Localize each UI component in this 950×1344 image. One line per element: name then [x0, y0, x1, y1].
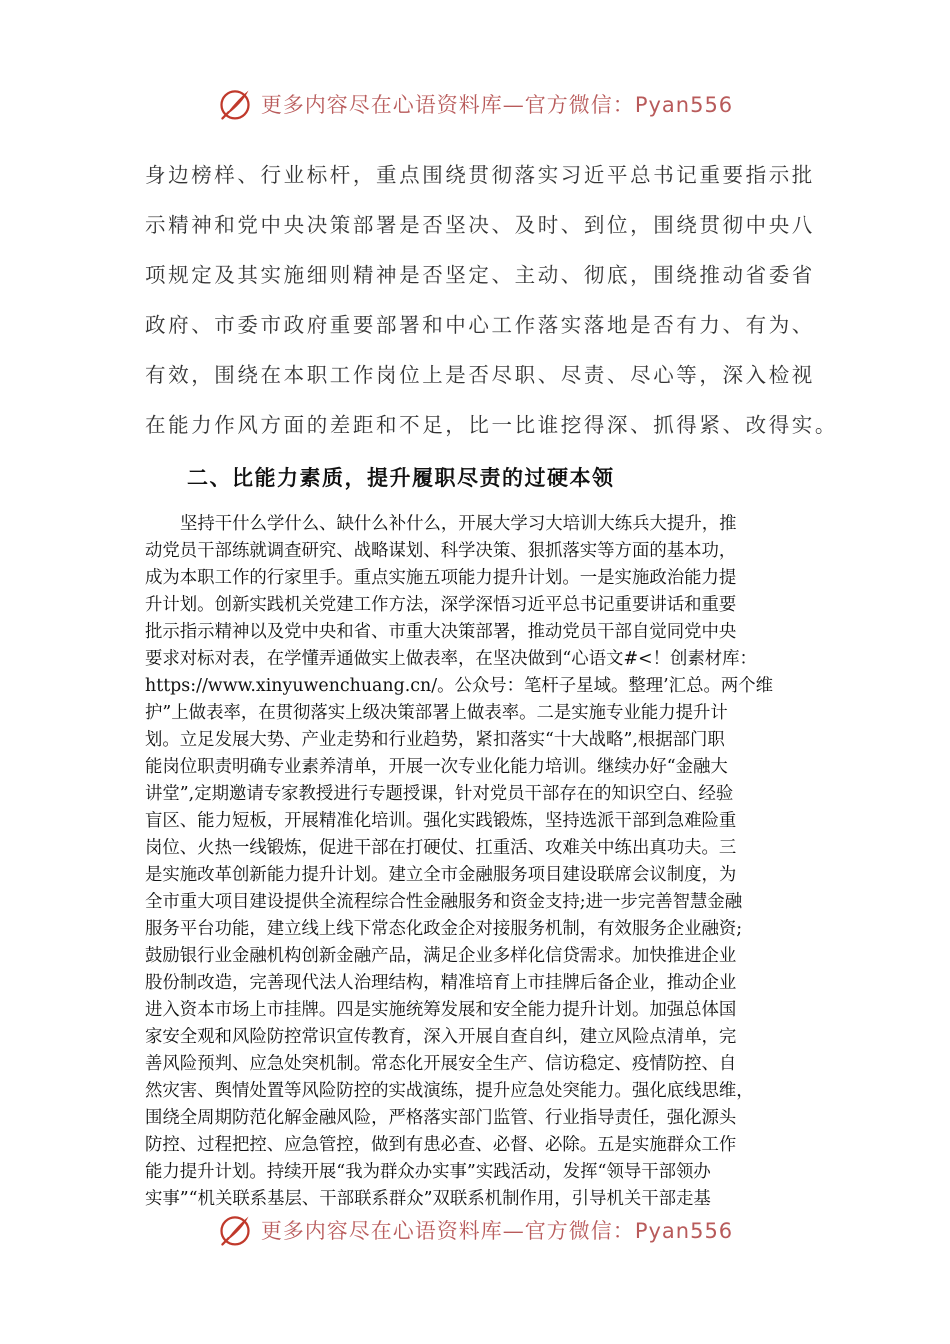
body-line: 动党员干部练就调查研究、战略谋划、科学决策、狠抓落实等方面的基本功，	[145, 541, 737, 561]
body-line: 是实施改革创新能力提升计划。建立全市金融服务项目建设联席会议制度，为	[145, 865, 737, 885]
footer-banner	[0, 1210, 950, 1250]
body-line: 批示指示精神以及党中央和省、市重大决策部署，推动党员干部自觉同党中央	[145, 622, 737, 642]
intro-line: 项规定及其实施细则精神是否坚定、主动、彻底，围绕推动省委省	[145, 263, 815, 287]
body-line: 善风险预判、应急处突机制。常态化开展安全生产、信访稳定、疫情防控、自	[145, 1054, 737, 1074]
intro-line: 在能力作风方面的差距和不足，比一比谁挖得深、抓得紧、改得实。	[145, 413, 838, 437]
body-line: 升计划。创新实践机关党建工作方法，深学深悟习近平总书记重要讲话和重要	[145, 595, 737, 615]
body-line: https://www.xinyuwenchuang.cn/。公众号：笔杆子星域。整理’汇总。两个维	[145, 676, 774, 696]
body-line: 全市重大项目建设提供全流程综合性金融服务和资金支持;进一步完善智慧金融	[145, 892, 743, 912]
intro-line: 政府、市委市政府重要部署和中心工作落实落地是否有力、有为、	[145, 313, 815, 337]
body-line: 能岗位职责明确专业素养清单，开展一次专业化能力培训。继续办好“金融大	[145, 757, 728, 777]
intro-line: 身边榜样、行业标杆，重点围绕贯彻落实习近平总书记重要指示批	[145, 163, 815, 187]
body-line: 然灾害、舆情处置等风险防控的实战演练，提升应急处突能力。强化底线思维，	[145, 1081, 754, 1101]
body-line: 讲堂”,定期邀请专家教授进行专题授课，针对党员干部存在的知识空白、经验	[145, 784, 734, 804]
quill-logo-icon	[217, 1212, 253, 1248]
header-wechat-id: Pyan556	[634, 93, 734, 117]
body-line: 实事”“机关联系基层、干部联系群众”双联系机制作用，引导机关干部走基	[145, 1189, 711, 1209]
body-line: 要求对标对表，在学懂弄通做实上做表率，在坚决做到“心语文#<！创素材库：	[145, 649, 757, 669]
body-line: 家安全观和风险防控常识宣传教育，深入开展自查自纠，建立风险点清单，完	[145, 1027, 737, 1047]
body-line: 鼓励银行业金融机构创新金融产品，满足企业多样化信贷需求。加快推进企业	[145, 946, 737, 966]
body-line: 股份制改造，完善现代法人治理结构，精准培育上市挂牌后备企业，推动企业	[145, 973, 737, 993]
body-line: 坚持干什么学什么、缺什么补什么，开展大学习大培训大练兵大提升，推	[180, 514, 737, 534]
intro-line: 示精神和党中央决策部署是否坚决、及时、到位，围绕贯彻中央八	[145, 213, 815, 237]
body-line: 围绕全周期防范化解金融风险，严格落实部门监管、行业指导责任，强化源头	[145, 1108, 737, 1128]
body-line: 能力提升计划。持续开展“我为群众办实事”实践活动，发挥“领导干部领办	[145, 1162, 711, 1182]
body-paragraph	[145, 511, 825, 1213]
body-line: 岗位、火热一线锻炼，促进干部在打硬仗、扛重活、攻难关中练出真功夫。三	[145, 838, 737, 858]
body-line: 护”上做表率，在贯彻落实上级决策部署上做表率。二是实施专业能力提升计	[145, 703, 728, 723]
body-line: 划。立足发展大势、产业走势和行业趋势，紧扣落实“十大战略”,根据部门职	[145, 730, 725, 750]
header-banner	[0, 84, 950, 124]
header-banner-text: 更多内容尽在心语资料库—官方微信：Pyan556	[260, 93, 734, 117]
body-line: 成为本职工作的行家里手。重点实施五项能力提升计划。一是实施政治能力提	[145, 568, 737, 588]
quill-logo-icon	[217, 86, 253, 122]
section-heading: 二、比能力素质，提升履职尽责的过硬本领	[187, 465, 615, 490]
intro-paragraph	[145, 150, 838, 450]
footer-banner-text: 更多内容尽在心语资料库—官方微信：Pyan556	[260, 1219, 734, 1243]
body-line: 进入资本市场上市挂牌。四是实施统筹发展和安全能力提升计划。加强总体国	[145, 1000, 737, 1020]
body-line: 盲区、能力短板，开展精准化培训。强化实践锻炼，坚持选派干部到急难险重	[145, 811, 737, 831]
intro-line: 有效，围绕在本职工作岗位上是否尽职、尽责、尽心等，深入检视	[145, 363, 815, 387]
footer-wechat-id: Pyan556	[634, 1219, 734, 1243]
body-line: 服务平台功能，建立线上线下常态化政金企对接服务机制，有效服务企业融资;	[145, 919, 743, 939]
body-line: 防控、过程把控、应急管控，做到有患必查、必督、必除。五是实施群众工作	[145, 1135, 737, 1155]
